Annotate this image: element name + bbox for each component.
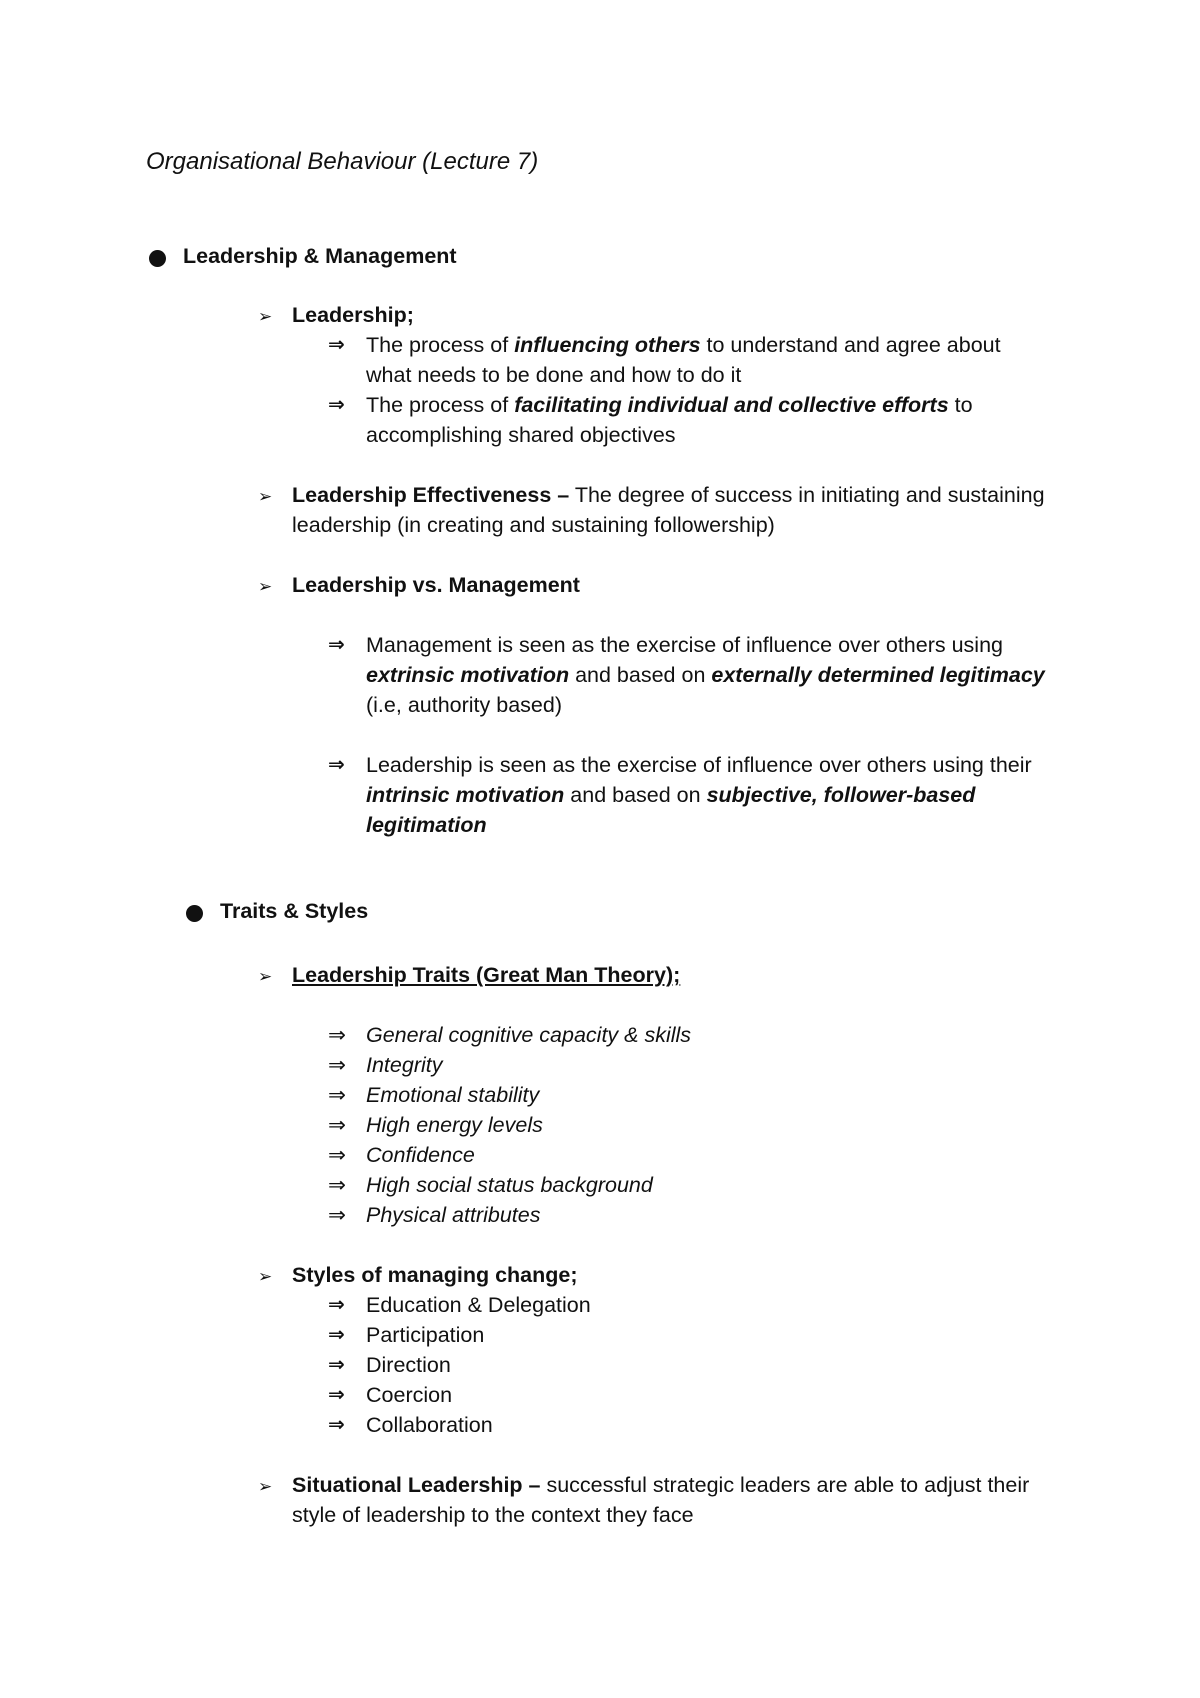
arrow-bullet-icon: ➢ — [258, 1267, 273, 1286]
implies-icon: ⇒ — [328, 394, 345, 416]
trait-item: Confidence — [366, 1143, 475, 1167]
arrow-bullet-icon: ➢ — [258, 1477, 273, 1496]
effectiveness-line-cont: leadership (in creating and sustaining followership) — [292, 513, 775, 537]
implies-icon: ⇒ — [328, 1203, 347, 1227]
style-item: Coercion — [366, 1383, 453, 1407]
implies-icon: ⇒ — [328, 1384, 345, 1406]
definition-emphasis: intrinsic motivation — [366, 783, 565, 807]
arrow-bullet-icon: ➢ — [258, 307, 273, 326]
definition-text: and based on — [569, 663, 712, 687]
page-title: Organisational Behaviour (Lecture 7) — [146, 148, 539, 175]
section-heading-leadership-management: Leadership & Management — [183, 244, 457, 268]
arrow-bullet-icon: ➢ — [258, 577, 273, 596]
section-heading-traits-styles: Traits & Styles — [220, 899, 369, 923]
leadership-definition-vs-cont-2: legitimation — [366, 813, 487, 837]
trait-item: Physical attributes — [366, 1203, 541, 1227]
arrow-bullet-icon: ➢ — [258, 967, 273, 986]
style-item: Participation — [366, 1323, 485, 1347]
definition-text: to understand and agree about — [700, 333, 1001, 357]
implies-icon: ⇒ — [328, 1173, 347, 1197]
definition-emphasis: subjective, follower-based — [706, 783, 976, 807]
styles-label: Styles of managing change; — [292, 1263, 578, 1287]
implies-icon: ⇒ — [328, 1324, 345, 1346]
leadership-definition-2 — [366, 390, 973, 420]
bullet-dot-icon — [149, 250, 166, 267]
definition-emphasis: facilitating individual and collective efforts — [514, 393, 949, 417]
implies-icon: ⇒ — [328, 334, 345, 356]
definition-emphasis: externally determined legitimacy — [711, 663, 1045, 687]
trait-item: General cognitive capacity & skills — [366, 1023, 692, 1047]
definition-text: The process of — [366, 333, 515, 357]
management-definition: Management is seen as the exercise of influence over others using — [366, 633, 1004, 657]
leadership-definition-vs: Leadership is seen as the exercise of influence over others using their — [366, 753, 1032, 777]
leadership-vs-management-label: Leadership vs. Management — [292, 573, 580, 597]
leadership-definition-2-cont: accomplishing shared objectives — [366, 423, 676, 447]
definition-text: to — [948, 393, 973, 417]
effectiveness-line — [292, 480, 1045, 510]
situational-text: successful strategic leaders are able to adjust their — [540, 1473, 1030, 1497]
leadership-definition-vs-cont — [366, 780, 975, 810]
definition-emphasis: influencing others — [514, 333, 701, 357]
implies-icon: ⇒ — [328, 1414, 345, 1436]
implies-icon: ⇒ — [328, 1143, 347, 1167]
definition-text: The process of — [366, 393, 515, 417]
leadership-traits-label: Leadership Traits (Great Man Theory); — [292, 963, 681, 987]
trait-item: Emotional stability — [366, 1083, 540, 1107]
style-item: Education & Delegation — [366, 1293, 591, 1317]
arrow-bullet-icon: ➢ — [258, 487, 273, 506]
implies-icon: ⇒ — [328, 1113, 347, 1137]
situational-line — [292, 1470, 1029, 1500]
definition-text: and based on — [564, 783, 707, 807]
trait-item: High social status background — [366, 1173, 653, 1197]
implies-icon: ⇒ — [328, 1354, 345, 1376]
trait-item: High energy levels — [366, 1113, 543, 1137]
management-definition-cont-2: (i.e, authority based) — [366, 693, 562, 717]
leadership-definition-1 — [366, 330, 1001, 360]
style-item: Direction — [366, 1353, 451, 1377]
leadership-label: Leadership; — [292, 303, 414, 327]
implies-icon: ⇒ — [328, 1023, 347, 1047]
leadership-definition-1-cont: what needs to be done and how to do it — [366, 363, 742, 387]
style-item: Collaboration — [366, 1413, 493, 1437]
implies-icon: ⇒ — [328, 1053, 347, 1077]
effectiveness-text: The degree of success in initiating and sustaining — [569, 483, 1045, 507]
implies-icon: ⇒ — [328, 754, 345, 776]
implies-icon: ⇒ — [328, 1294, 345, 1316]
situational-line-cont: style of leadership to the context they face — [292, 1503, 694, 1527]
bullet-dot-icon — [186, 905, 203, 922]
effectiveness-label: Leadership Effectiveness – — [292, 483, 570, 507]
implies-icon: ⇒ — [328, 634, 345, 656]
implies-icon: ⇒ — [328, 1083, 347, 1107]
management-definition-cont — [366, 660, 1045, 690]
trait-item: Integrity — [366, 1053, 443, 1077]
situational-label: Situational Leadership – — [292, 1473, 541, 1497]
definition-emphasis: extrinsic motivation — [366, 663, 570, 687]
